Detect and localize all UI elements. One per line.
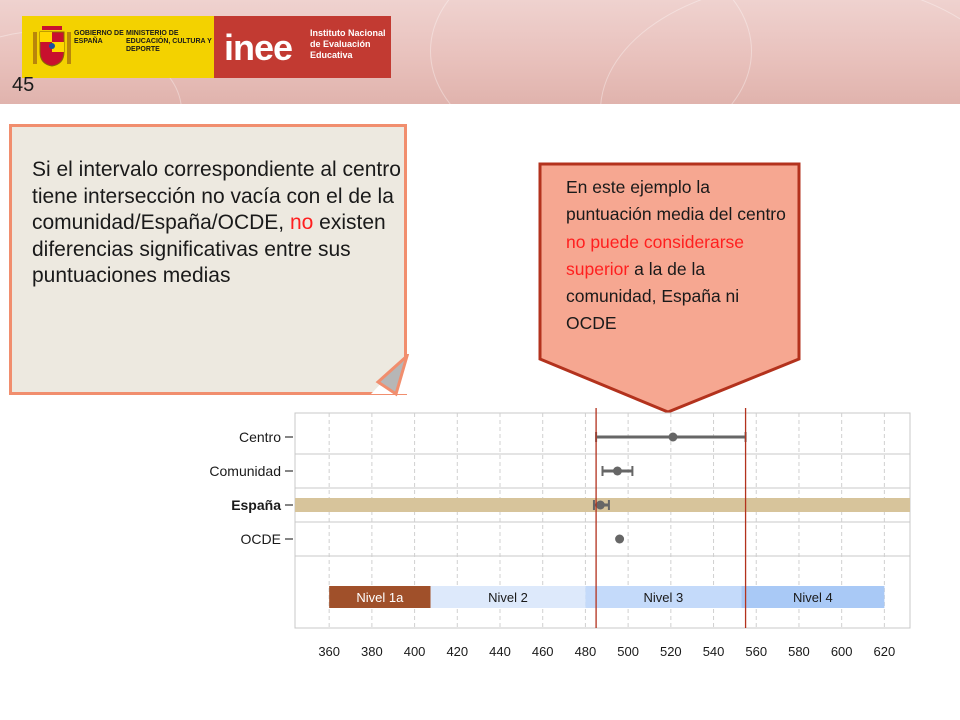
mean-marker <box>613 467 622 476</box>
inee-logo <box>214 16 391 78</box>
x-tick-label: 540 <box>702 644 725 659</box>
x-tick-label: 360 <box>318 644 341 659</box>
left-callout <box>9 124 407 395</box>
level-label: Nivel 1a <box>356 590 404 605</box>
x-tick-label: 560 <box>745 644 768 659</box>
category-label: Comunidad <box>209 463 281 479</box>
right-callout-text-part: a la de la comunidad, España ni OCDE <box>566 258 740 334</box>
inee-wordmark: inee <box>224 27 293 68</box>
x-tick-label: 480 <box>574 644 597 659</box>
x-tick-label: 580 <box>788 644 810 659</box>
x-tick-label: 460 <box>531 644 554 659</box>
header-banner <box>0 0 960 104</box>
level-label: Nivel 2 <box>488 590 528 605</box>
inee-institute-name: Instituto Nacional de Evaluación Educativa <box>310 28 386 60</box>
x-tick-label: 520 <box>659 644 682 659</box>
x-tick-label: 420 <box>446 644 469 659</box>
category-label: España <box>231 497 281 513</box>
x-tick-label: 400 <box>403 644 426 659</box>
right-callout-text <box>566 174 794 338</box>
government-label: GOBIERNO DE ESPAÑA <box>74 30 124 45</box>
right-callout-highlight: no puede considerarse superior <box>566 231 745 279</box>
left-callout-text-part: existen diferencias significativas entre sus puntuaciones medias <box>32 211 386 287</box>
category-label: Centro <box>238 429 281 445</box>
level-label: Nivel 3 <box>643 590 684 605</box>
x-tick-label: 380 <box>361 644 383 659</box>
category-label: OCDE <box>240 531 281 547</box>
mean-marker <box>596 501 605 510</box>
page-curl-icon <box>368 354 412 398</box>
mean-marker <box>615 535 624 544</box>
x-tick-label: 440 <box>489 644 511 659</box>
right-callout <box>538 162 801 414</box>
ministry-label: MINISTERIO DE EDUCACIÓN, CULTURA Y DEPORTE <box>126 30 212 53</box>
score-interval-chart <box>205 408 915 670</box>
x-tick-label: 600 <box>830 644 853 659</box>
government-logo <box>22 16 214 78</box>
left-callout-text <box>32 157 404 290</box>
right-callout-text-part: En este ejemplo la puntuación media del centro <box>566 177 786 225</box>
x-tick-label: 620 <box>873 644 896 659</box>
coat-of-arms-icon <box>30 22 74 72</box>
mean-marker <box>668 433 677 442</box>
level-label: Nivel 4 <box>792 590 833 605</box>
x-tick-label: 500 <box>617 644 639 659</box>
page-number: 45 <box>12 74 35 96</box>
left-callout-highlight: no <box>289 211 314 234</box>
left-callout-text-part: Si el intervalo correspondiente al centro tiene intersección no vacía con el de la comunidad/España/OCDE, <box>32 158 401 234</box>
